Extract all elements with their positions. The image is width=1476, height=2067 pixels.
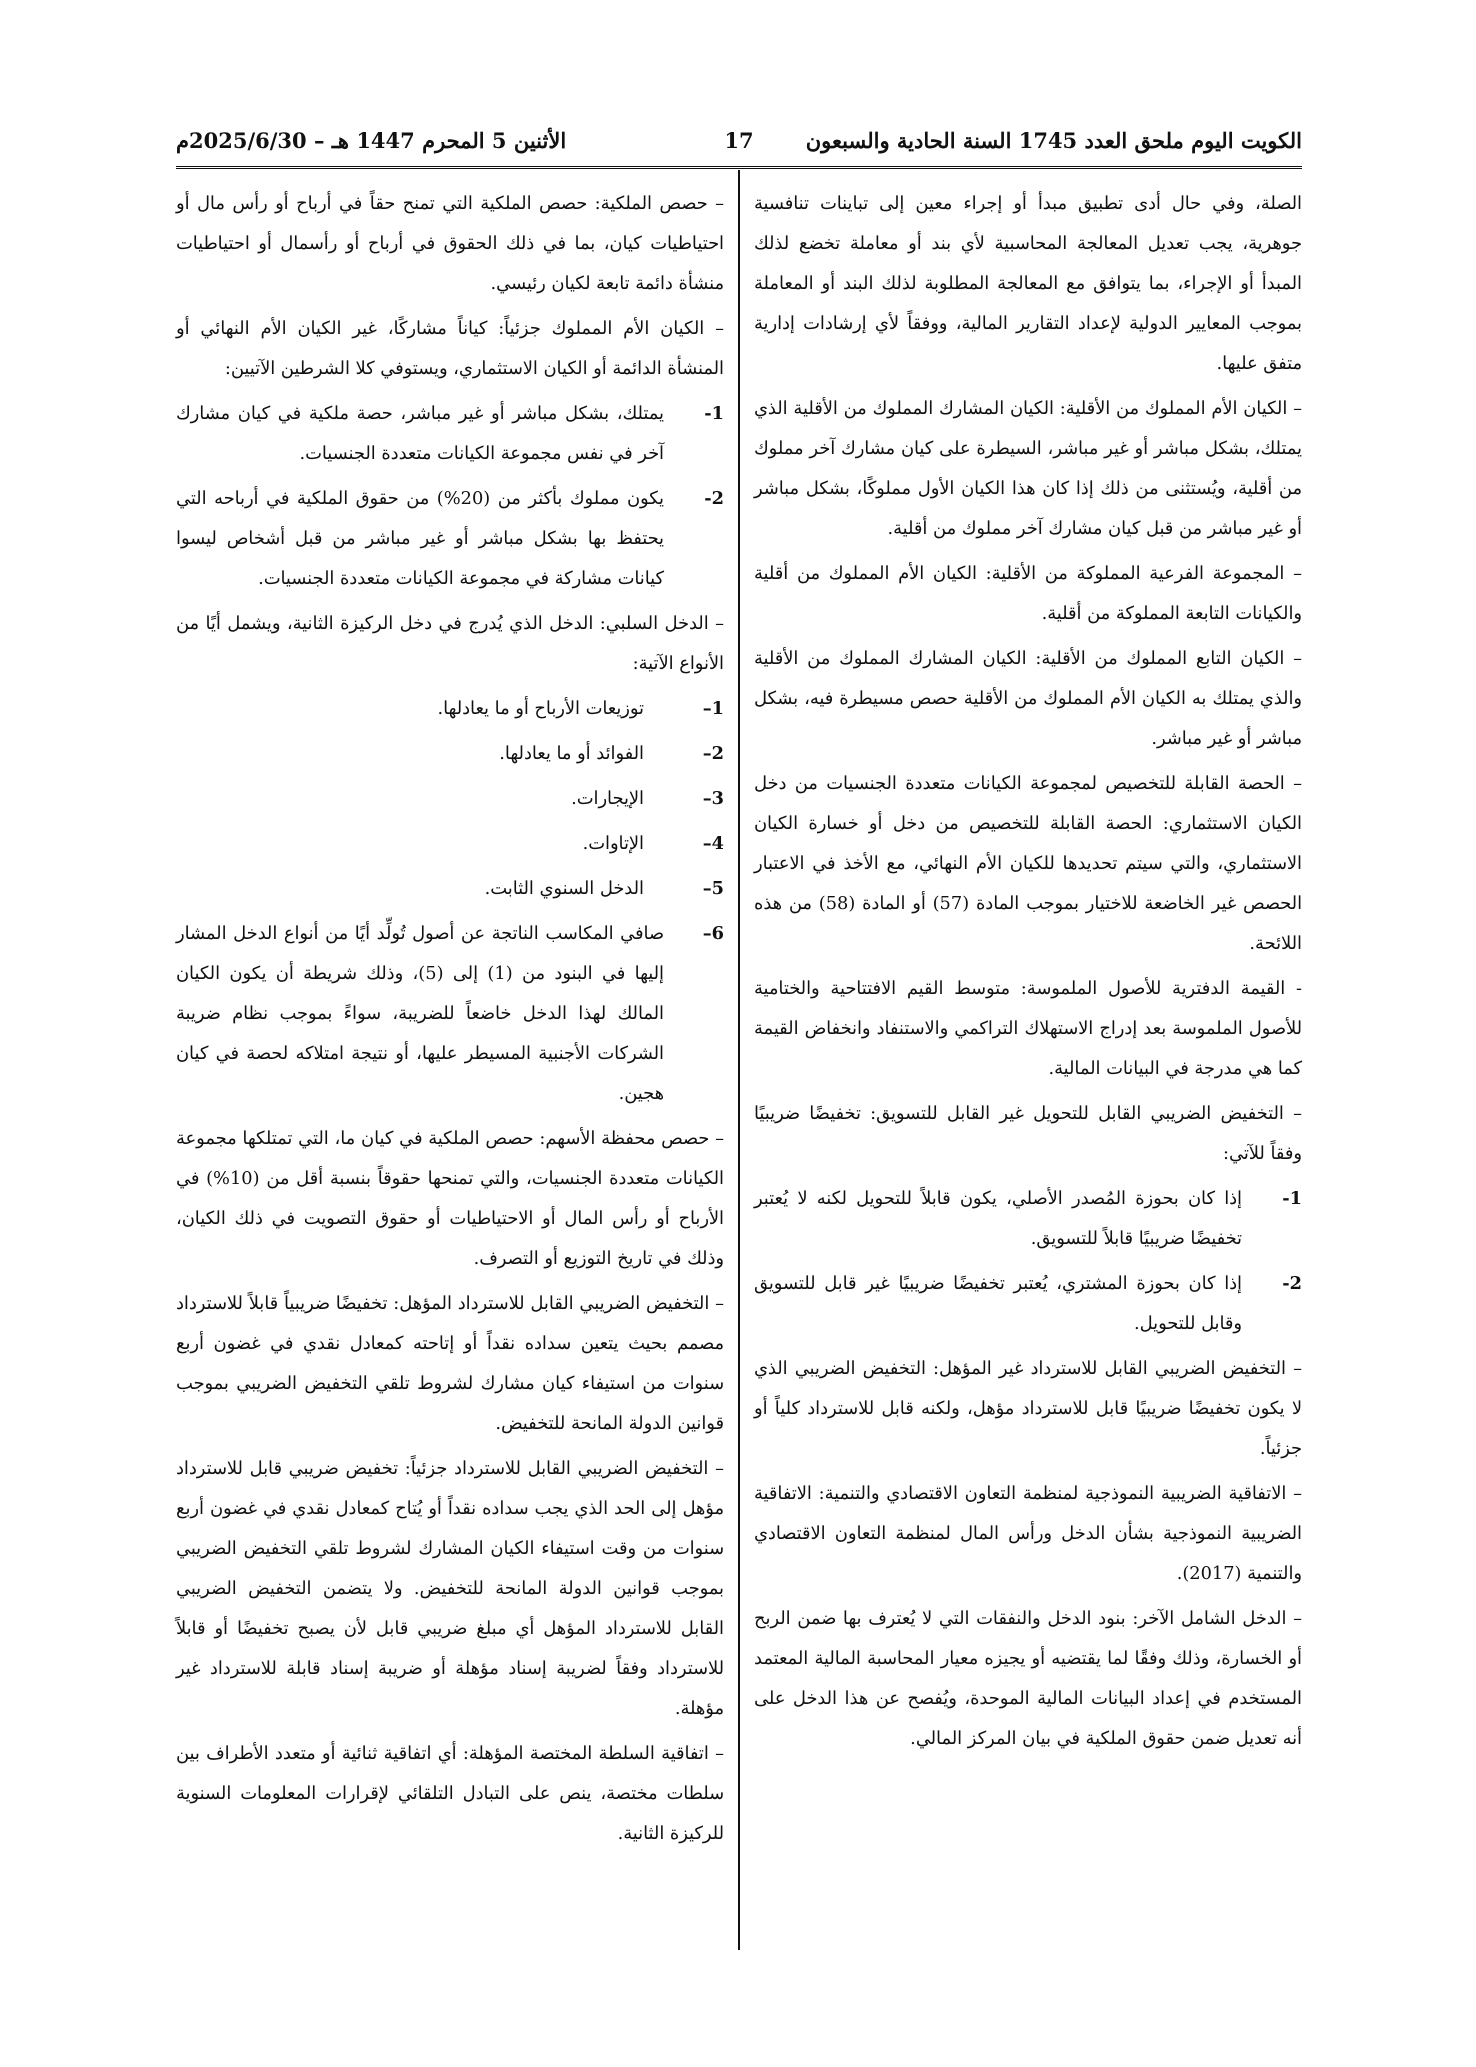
item-number: 1- — [1282, 1188, 1302, 1209]
definition-paragraph: – الحصة القابلة للتخصيص لمجموعة الكيانات متعددة الجنسيات من دخل الكيان الاستثماري: الحصة القابلة للتخصيص من دخل أو خسارة الكيان الاستثماري، والتي سيتم تحديدها للكيان الأم النهائي، مع الأخذ في الاعتبار الحصص غير الخاضعة للاختيار بموجب المادة (57) أو المادة (58) من هذه اللائحة. — [754, 773, 1303, 954]
definition-paragraph: – المجموعة الفرعية المملوكة من الأقلية: الكيان الأم المملوك من أقلية والكيانات التابعة المملوكة من أقلية. — [754, 563, 1302, 624]
column-divider — [738, 170, 740, 1950]
item-number: 2- — [704, 488, 724, 509]
header-rule — [176, 166, 1302, 169]
paragraph: الصلة، وفي حال أدى تطبيق مبدأ أو إجراء معين إلى تباينات تنافسية جوهرية، يجب تعديل المعالجة المحاسبية لأي بند أو معاملة تخضع لذلك المبدأ أو الإجراء، بما يتوافق مع المعالجة المطلوبة لذلك البند أو المعاملة بموجب المعايير الدولية لإعداد التقارير المالية، ووفقاً لأي إرشادات إدارية متفق عليها. — [754, 193, 1302, 374]
item-number: 2- — [1282, 1273, 1302, 1294]
left-column — [176, 184, 724, 1859]
definition-paragraph: – الكيان الأم المملوك جزئياً: كياناً مشاركًا، غير الكيان الأم النهائي أو المنشأة الدائمة أو الكيان الاستثماري، ويستوفي كلا الشرطين الآتيين: — [176, 318, 724, 379]
item-number: 4– — [702, 833, 724, 854]
list-item — [176, 824, 724, 864]
numbered-item — [754, 1179, 1302, 1259]
definition-paragraph: – الدخل الشامل الآخر: بنود الدخل والنفقات التي لا يُعترف بها ضمن الربح أو الخسارة، وذلك وفقًا لما يقتضيه أو يجيزه معيار المحاسبة المالية المعتمد المستخدم في إعداد البيانات المالية الموحدة، ويُفصح عن هذا الدخل على أنه تعديل ضمن حقوق الملكية في بيان المركز المالي. — [754, 1608, 1302, 1749]
definition-paragraph: – اتفاقية السلطة المختصة المؤهلة: أي اتفاقية ثنائية أو متعدد الأطراف بين سلطات مختصة، ينص على التبادل التلقائي لإقرارات المعلومات السنوية للركيزة الثانية. — [176, 1743, 724, 1844]
item-text: يكون مملوك بأكثر من (20%) من حقوق الملكية في أرباحه التي يحتفظ بها بشكل مباشر أو غير مباشر من قبل أشخاص ليسوا كيانات مشاركة في مجموعة الكيانات متعددة الجنسيات. — [176, 488, 664, 589]
definition-paragraph: – التخفيض الضريبي القابل للتحويل غير القابل للتسويق: تخفيضًا ضريبيًا وفقاً للآتي: — [754, 1103, 1302, 1164]
definition-paragraph: – الدخل السلبي: الدخل الذي يُدرج في دخل الركيزة الثانية، ويشمل أيًا من الأنواع الآتية: — [176, 613, 724, 674]
definition-paragraph: – حصص الملكية: حصص الملكية التي تمنح حقاً في أرباح أو رأس مال أو احتياطيات كيان، بما في ذلك الحقوق في أرباح أو رأسمال أو احتياطيات منشأة دائمة تابعة لكيان رئيسي. — [176, 193, 724, 294]
page-header — [176, 118, 1302, 162]
item-text: الإيجارات. — [571, 788, 644, 809]
list-item — [176, 869, 724, 909]
numbered-item — [754, 1264, 1302, 1344]
definition-paragraph: - القيمة الدفترية للأصول الملموسة: متوسط القيم الافتتاحية والختامية للأصول الملموسة بعد إدراج الاستهلاك التراكمي والاستنفاد وانخفاض القيمة كما هي مدرجة في البيانات المالية. — [754, 978, 1302, 1079]
definition-paragraph: – الكيان الأم المملوك من الأقلية: الكيان المشارك المملوك من الأقلية الذي يمتلك، بشكل مباشر أو غير مباشر، السيطرة على كيان مشارك آخر مملوك من أقلية، ويُستثنى من ذلك إذا كان هذا الكيان الأول مملوكًا، بشكل مباشر أو غير مباشر من قبل كيان مشارك آخر مملوك من أقلية. — [754, 398, 1302, 539]
item-number: 5– — [702, 878, 724, 899]
item-number: 1- — [704, 403, 724, 424]
right-column — [754, 184, 1302, 1764]
item-text: توزيعات الأرباح أو ما يعادلها. — [437, 698, 644, 719]
numbered-item — [176, 394, 724, 474]
item-text: إذا كان بحوزة المشتري، يُعتبر تخفيضًا ضريبيًا غير قابل للتسويق وقابل للتحويل. — [754, 1273, 1242, 1334]
definition-paragraph: – التخفيض الضريبي القابل للاسترداد المؤهل: تخفيضًا ضريبياً قابلاً للاسترداد مصمم بحيث يتعين سداده نقداً أو إتاحته كمعادل نقدي في غضون أربع سنوات من استيفاء كيان مشارك لشروط تلقي التخفيض الضريبي بموجب قوانين الدولة المانحة للتخفيض. — [176, 1293, 724, 1434]
item-text: الإتاوات. — [582, 833, 644, 854]
list-item — [176, 734, 724, 774]
item-number: 2– — [702, 743, 724, 764]
header-date: الأثنين 5 المحرم 1447 هـ – 2025/6/30م — [176, 127, 567, 153]
list-item — [176, 914, 724, 1114]
item-text: إذا كان بحوزة المُصدر الأصلي، يكون قابلاً للتحويل لكنه لا يُعتبر تخفيضًا ضريبيًا قابلاً للتسويق. — [754, 1188, 1242, 1249]
list-item — [176, 779, 724, 819]
definition-paragraph: – حصص محفظة الأسهم: حصص الملكية في كيان ما، التي تمتلكها مجموعة الكيانات متعددة الجنسيات، والتي تمنحها حقوقاً بنسبة أقل من (10%) في الأرباح أو رأس المال أو الاحتياطيات أو حقوق التصويت في ذلك الكيان، وذلك في تاريخ التوزيع أو التصرف. — [176, 1128, 725, 1269]
header-publication: الكويت اليوم ملحق العدد 1745 السنة الحادية والسبعون — [805, 127, 1302, 153]
numbered-item — [176, 479, 724, 599]
item-text: الدخل السنوي الثابت. — [484, 878, 644, 899]
item-number: 3– — [702, 788, 724, 809]
item-text: الفوائد أو ما يعادلها. — [499, 743, 644, 764]
definition-paragraph: – التخفيض الضريبي القابل للاسترداد جزئياً: تخفيض ضريبي قابل للاسترداد مؤهل إلى الحد الذي يجب سداده نقداً أو يُتاح كمعادل نقدي في غضون أربع سنوات من وقت استيفاء الكيان المشارك لشروط تلقي التخفيض الضريبي بموجب قوانين الدولة المانحة للتخفيض. ولا يتضمن التخفيض الضريبي القابل للاسترداد المؤهل أي مبلغ ضريبي قابل لأن يصبح تخفيضًا أو قابلاً للاسترداد وفقاً لضريبة إسناد مؤهلة أو ضريبة إسناد قابلة للاسترداد غير مؤهلة. — [176, 1458, 724, 1719]
item-number: 1– — [702, 698, 724, 719]
definition-paragraph: – الاتفاقية الضريبية النموذجية لمنظمة التعاون الاقتصادي والتنمية: الاتفاقية الضريبية النموذجية بشأن الدخل ورأس المال لمنظمة التعاون الاقتصادي والتنمية (2017). — [754, 1483, 1302, 1584]
list-item — [176, 689, 724, 729]
definition-paragraph: – التخفيض الضريبي القابل للاسترداد غير المؤهل: التخفيض الضريبي الذي لا يكون تخفيضًا ضريبيًا قابل للاسترداد مؤهل، ولكنه قابل للاسترداد كلياً أو جزئياً. — [754, 1358, 1302, 1459]
definition-paragraph: – الكيان التابع المملوك من الأقلية: الكيان المشارك المملوك من الأقلية والذي يمتلك به الكيان الأم المملوك من الأقلية حصص مسيطرة فيه، بشكل مباشر أو غير مباشر. — [754, 648, 1302, 749]
item-text: صافي المكاسب الناتجة عن أصول تُولِّد أيًا من أنواع الدخل المشار إليها في البنود من (1) إلى (5)، وذلك شريطة أن يكون الكيان المالك لهذا الدخل خاضعاً للضريبة، سواءً بموجب نظام ضريبة الشركات الأجنبية المسيطر عليها، أو نتيجة امتلاكه لحصة في كيان هجين. — [176, 923, 665, 1104]
item-number: 6– — [702, 923, 724, 944]
page-number: 17 — [724, 127, 754, 153]
item-text: يمتلك، بشكل مباشر أو غير مباشر، حصة ملكية في كيان مشارك آخر في نفس مجموعة الكيانات متعددة الجنسيات. — [176, 403, 664, 464]
